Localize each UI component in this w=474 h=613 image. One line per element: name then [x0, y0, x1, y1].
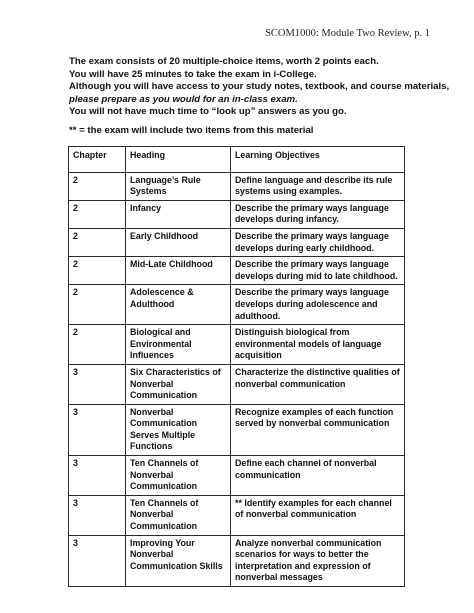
table-row: [69, 456, 405, 496]
instruction-line: You will have 25 minutes to take the exam in i-College.: [69, 68, 317, 80]
instruction-line-emphasis: please prepare as you would for an in-class exam.: [69, 93, 298, 105]
table-row: [69, 535, 405, 586]
table-row: [69, 200, 405, 228]
table-row: [69, 325, 405, 365]
objective-cell: Analyze nonverbal communication scenarios for ways to better the interpretation and expression of nonverbal messages: [231, 535, 405, 586]
heading-cell: Adolescence & Adulthood: [126, 285, 231, 325]
exam-instructions: [69, 56, 450, 119]
heading-cell: Language’s Rule Systems: [126, 172, 231, 200]
objective-cell: Describe the primary ways language develops during mid to late childhood.: [231, 257, 405, 285]
table-row: [69, 404, 405, 455]
chapter-cell: 2: [69, 228, 126, 256]
table-row: [69, 364, 405, 404]
column-header-objectives: Learning Objectives: [231, 147, 405, 173]
chapter-cell: 2: [69, 172, 126, 200]
table-row: [69, 172, 405, 200]
column-header-heading: Heading: [126, 147, 231, 173]
chapter-cell: 2: [69, 257, 126, 285]
heading-cell: Six Characteristics of Nonverbal Communication: [126, 364, 231, 404]
heading-cell: Ten Channels of Nonverbal Communication: [126, 495, 231, 535]
objective-cell: Recognize examples of each function served by nonverbal communication: [231, 404, 405, 455]
heading-cell: Nonverbal Communication Serves Multiple Functions: [126, 404, 231, 455]
table-row: [69, 495, 405, 535]
instruction-line: You will not have much time to “look up” answers as you go.: [69, 106, 347, 118]
chapter-cell: 3: [69, 404, 126, 455]
objective-cell: Describe the primary ways language develops during early childhood.: [231, 228, 405, 256]
column-header-chapter: Chapter: [69, 147, 126, 173]
chapter-cell: 3: [69, 364, 126, 404]
heading-cell: Infancy: [126, 200, 231, 228]
chapter-cell: 3: [69, 495, 126, 535]
objective-cell: Distinguish biological from environmental models of language acquisition: [231, 325, 405, 365]
objective-cell: Describe the primary ways language develops during infancy.: [231, 200, 405, 228]
table-row: [69, 285, 405, 325]
heading-cell: Mid-Late Childhood: [126, 257, 231, 285]
heading-cell: Ten Channels of Nonverbal Communication: [126, 456, 231, 496]
table-row: [69, 228, 405, 256]
objective-cell: Define each channel of nonverbal communication: [231, 456, 405, 496]
objective-cell: ** Identify examples for each channel of nonverbal communication: [231, 495, 405, 535]
double-item-note: ** = the exam will include two items from this material: [69, 125, 314, 136]
chapter-cell: 2: [69, 325, 126, 365]
chapter-cell: 2: [69, 285, 126, 325]
objective-cell: Describe the primary ways language develops during adolescence and adulthood.: [231, 285, 405, 325]
table-row: [69, 257, 405, 285]
chapter-cell: 2: [69, 200, 126, 228]
instruction-line: Although you will have access to your study notes, textbook, and course materials,: [69, 81, 450, 93]
review-table: [68, 146, 405, 587]
heading-cell: Biological and Environmental Influences: [126, 325, 231, 365]
heading-cell: Improving Your Nonverbal Communication Skills: [126, 535, 231, 586]
page-header: SCOM1000: Module Two Review, p. 1: [265, 28, 430, 39]
heading-cell: Early Childhood: [126, 228, 231, 256]
instruction-line: The exam consists of 20 multiple-choice items, worth 2 points each.: [69, 56, 379, 67]
chapter-cell: 3: [69, 535, 126, 586]
chapter-cell: 3: [69, 456, 126, 496]
objective-cell: Define language and describe its rule systems using examples.: [231, 172, 405, 200]
objective-cell: Characterize the distinctive qualities of nonverbal communication: [231, 364, 405, 404]
table-header-row: [69, 147, 405, 173]
